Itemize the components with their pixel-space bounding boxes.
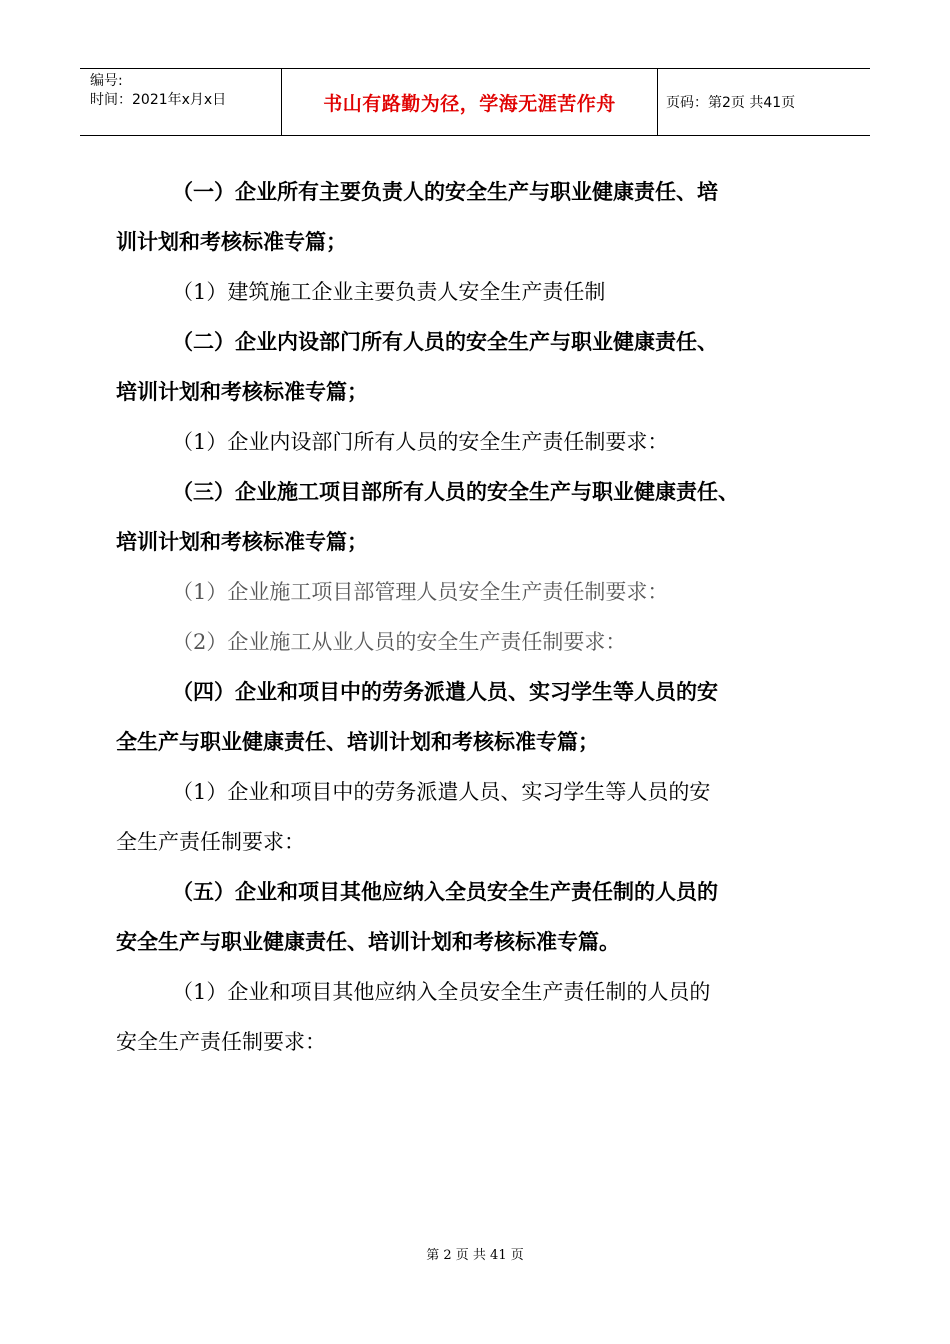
section-5-item-1-line-1: （1）企业和项目其他应纳入全员安全生产责任制的人员的 (172, 980, 711, 1004)
section-3-item-1: （1）企业施工项目部管理人员安全生产责任制要求： (172, 580, 669, 604)
page-header (80, 68, 870, 136)
section-3-heading-line-2: 培训计划和考核标准专篇； (116, 529, 368, 554)
header-page-info: 页码：第2页 共41页 (666, 95, 796, 111)
section-1-heading-line-2: 训计划和考核标准专篇； (116, 229, 347, 254)
section-1-heading-line-1: （一）企业所有主要负责人的安全生产与职业健康责任、培 (172, 179, 718, 204)
document-number-label: 编号: (90, 73, 123, 89)
section-4-item-1-line-2: 全生产责任制要求： (116, 830, 305, 854)
section-2-item-1: （1）企业内设部门所有人员的安全生产责任制要求： (172, 430, 669, 454)
header-meta (80, 69, 282, 135)
section-3-heading-line-1: （三）企业施工项目部所有人员的安全生产与职业健康责任、 (172, 479, 739, 504)
section-5-item-1-line-2: 安全生产责任制要求： (116, 1030, 326, 1054)
section-4-item-1-line-1: （1）企业和项目中的劳务派遣人员、实习学生等人员的安 (172, 780, 711, 804)
section-2-heading-line-1: （二）企业内设部门所有人员的安全生产与职业健康责任、 (172, 329, 718, 354)
section-5-heading-line-2: 安全生产与职业健康责任、培训计划和考核标准专篇。 (116, 929, 620, 954)
section-3-item-2: （2）企业施工从业人员的安全生产责任制要求： (172, 630, 627, 654)
section-2-heading-line-2: 培训计划和考核标准专篇； (116, 379, 368, 404)
section-4-heading-line-2: 全生产与职业健康责任、培训计划和考核标准专篇； (116, 729, 599, 754)
page-footer: 第 2 页 共 41 页 (426, 1248, 524, 1263)
header-motto: 书山有路勤为径，学海无涯苦作舟 (282, 69, 658, 135)
section-1-item-1: （1）建筑施工企业主要负责人安全生产责任制 (172, 280, 606, 304)
section-5-heading-line-1: （五）企业和项目其他应纳入全员安全生产责任制的人员的 (172, 879, 718, 904)
section-4-heading-line-1: （四）企业和项目中的劳务派遣人员、实习学生等人员的安 (172, 679, 718, 704)
document-time-label: 时间：2021年x月x日 (90, 92, 227, 108)
